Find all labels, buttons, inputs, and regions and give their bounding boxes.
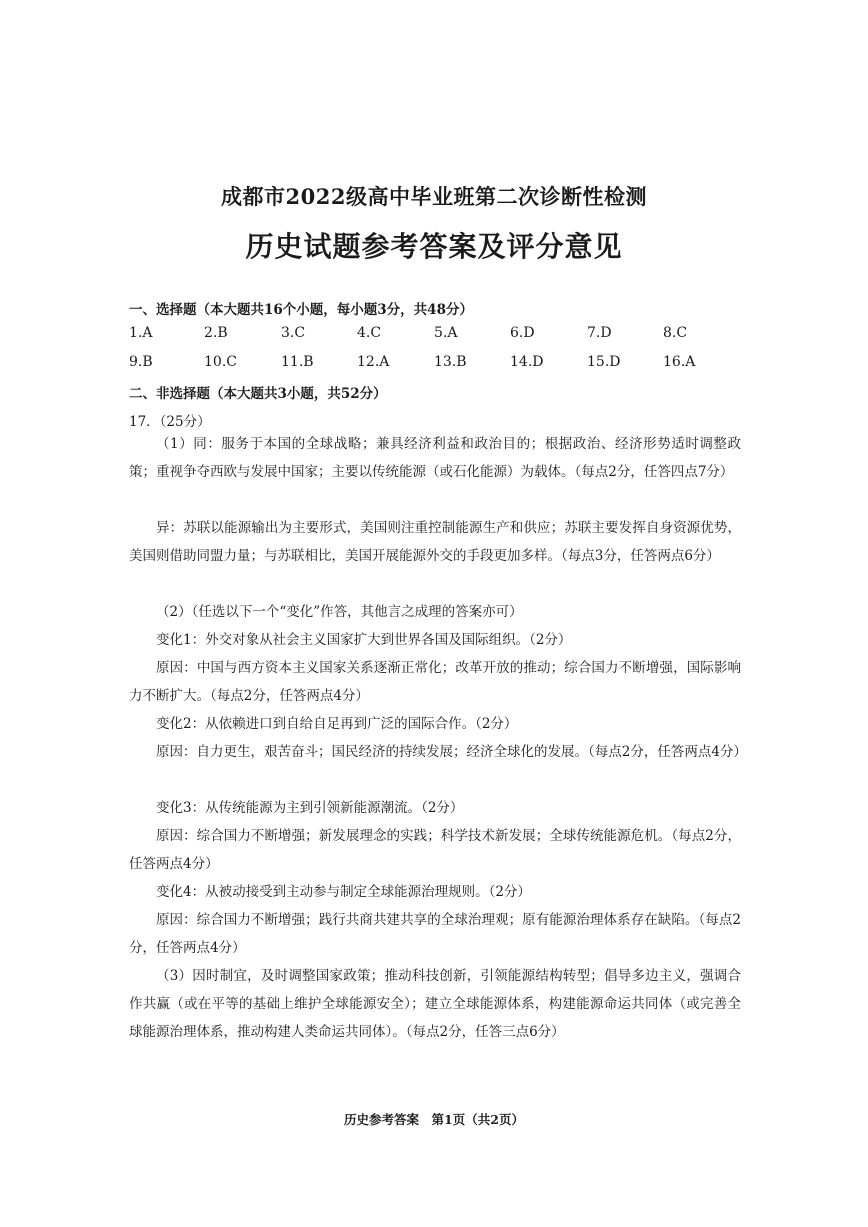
answer-paragraph: 变化3：从传统能源为主到引领新能源潮流。（2分） [156,800,464,816]
answer-paragraph: 变化2：从依赖进口到自给自足再到广泛的国际合作。（2分） [156,716,518,732]
section2-heading: 二、非选择题（本大题共3小题，共52分） [129,386,387,402]
answer-paragraph: 变化4：从被动接受到主动参与制定全球能源治理规则。（2分） [156,884,531,900]
answer-paragraph: 异：苏联以能源输出为主要形式，美国则注重控制能源生产和供应；苏联主要发挥自身资源优势，美国则借助同盟力量；与苏联相比，美国开展能源外交的手段更加多样。（每点3分，任答两点6分） [129,520,741,564]
answer-item: 7.D [587,325,612,341]
document-title: 历史试题参考答案及评分意见 [245,230,623,263]
answer-item: 13.B [434,354,467,370]
question-17-label: 17．（25分） [129,414,211,430]
answer-item: 6.D [510,325,535,341]
answer-item: 2.B [204,325,228,341]
answer-item: 8.C [663,325,688,341]
answer-item: 15.D [587,354,621,370]
answer-item: 9.B [129,354,153,370]
answer-item: 11.B [281,354,314,370]
answer-paragraph: 原因：综合国力不断增强；践行共商共建共享的全球治理观；原有能源治理体系存在缺陷。（每点2分，任答两点4分） [129,912,741,956]
answer-item: 3.C [281,325,306,341]
answer-item: 10.C [204,354,237,370]
answer-paragraph: 原因：自力更生，艰苦奋斗；国民经济的持续发展；经济全球化的发展。（每点2分，任答两点4分） [156,744,747,760]
answer-paragraph: 原因：中国与西方资本主义国家关系逐渐正常化；改革开放的推动；综合国力不断增强，国际影响力不断扩大。（每点2分，任答两点4分） [129,660,741,704]
answer-item: 4.C [357,325,382,341]
answer-paragraph: 原因：综合国力不断增强；新发展理念的实践；科学技术新发展；全球传统能源危机。（每点2分，任答两点4分） [129,828,741,872]
answer-row-2 [129,354,749,374]
answer-item: 12.A [357,354,390,370]
answer-paragraph: （2）（任选以下一个“变化”作答，其他言之成理的答案亦可） [156,604,523,620]
answer-item: 5.A [434,325,458,341]
answer-row-1 [129,325,749,345]
answer-item: 14.D [510,354,544,370]
section1-heading: 一、选择题（本大题共16个小题，每小题3分，共48分） [129,302,473,318]
answer-paragraph: （3）因时制宜，及时调整国家政策；推动科技创新，引领能源结构转型；倡导多边主义，强调合作共赢（或在平等的基础上维护全球能源安全）；建立全球能源体系，构建能源命运共同体（或完善全球能源治理体系，推动构建人类命运共同体）。（每点2分，任答三点6分） [129,968,741,1040]
answer-item: 1.A [129,325,153,341]
answer-item: 16.A [663,354,696,370]
exam-title: 成都市2022级高中毕业班第二次诊断性检测 [221,184,647,209]
answer-paragraph: 变化1：外交对象从社会主义国家扩大到世界各国及国际组织。（2分） [156,632,572,648]
page-footer: 历史参考答案 第1页（共2页） [344,1112,524,1127]
answer-paragraph: （1）同：服务于本国的全球战略；兼具经济利益和政治目的；根据政治、经济形势适时调整政策；重视争夺西欧与发展中国家；主要以传统能源（或石化能源）为载体。（每点2分，任答四点7分） [129,436,741,480]
